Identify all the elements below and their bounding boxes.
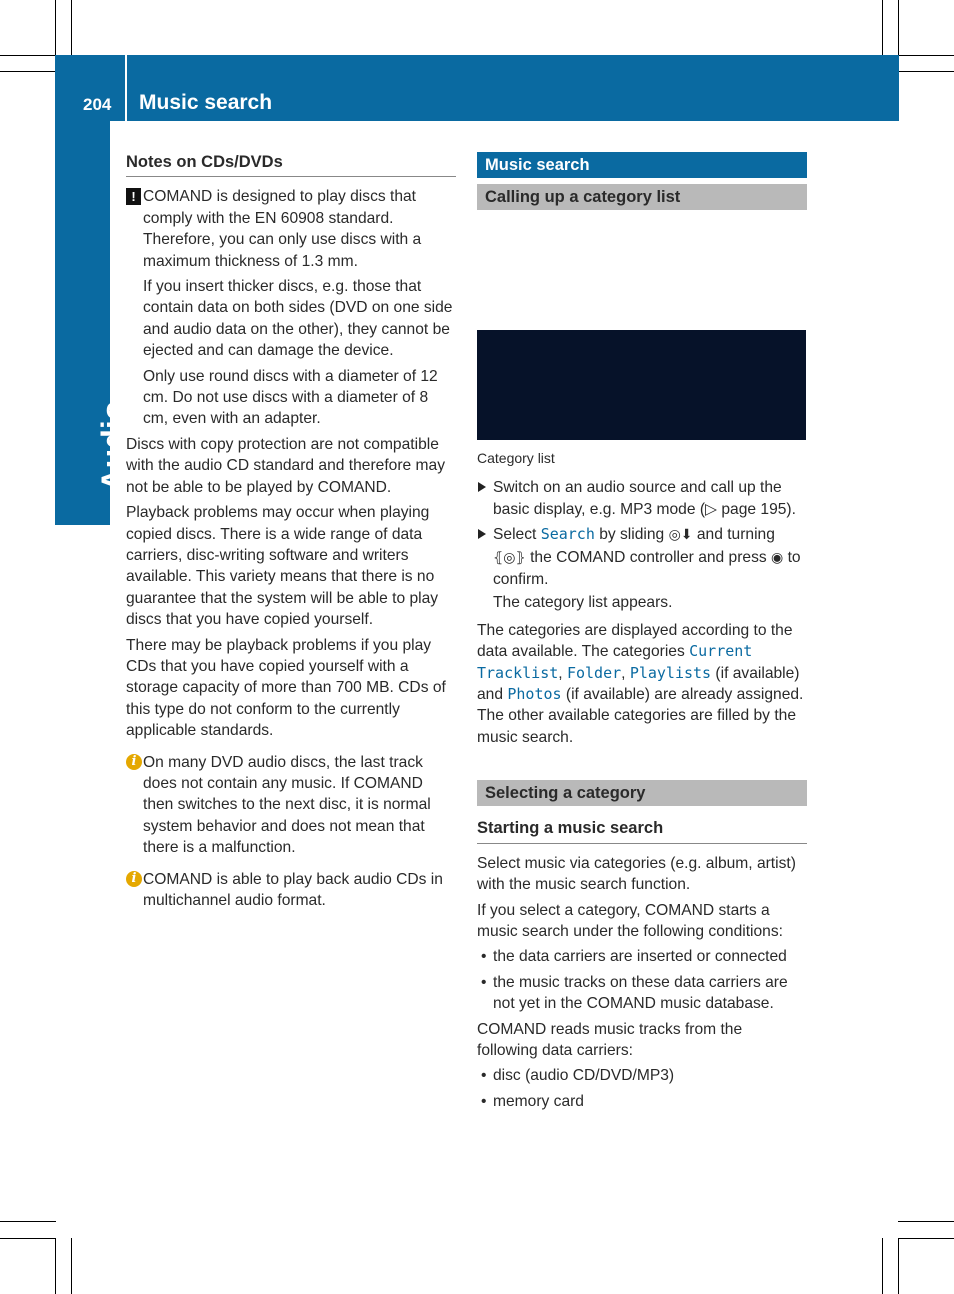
- crop-mark: [71, 0, 72, 56]
- list-item: • disc (audio CD/DVD/MP3): [481, 1067, 675, 1085]
- crop-mark: [0, 55, 56, 56]
- display-item-current-tracklist: Current Tracklist: [477, 642, 753, 682]
- subsection-bar-category-list: Calling up a category list: [477, 184, 807, 210]
- crop-mark: [898, 1238, 954, 1239]
- page-title: Music search: [139, 91, 273, 114]
- step-text: Select Search by sliding ◎⬇ and turning ⦃◎⦄ the COMAND controller and press ◉ to confirm.: [493, 525, 801, 589]
- right-column: [477, 152, 807, 1116]
- crop-mark: [898, 1221, 954, 1222]
- crop-mark: [882, 0, 883, 56]
- paragraph-categories: The categories are displayed according to the data available. The categories Current Tracklist, Folder, Playlists (if available) and Photos (if available) are already assigned. The other available categories are filled by the music search.: [477, 621, 804, 746]
- step-result: The category list appears.: [493, 594, 673, 612]
- list-item: • the data carriers are inserted or connected: [481, 948, 787, 966]
- paragraph: Select music via categories (e.g. album, artist) with the music search function.: [477, 854, 796, 894]
- controller-press-icon: ◉: [771, 549, 784, 566]
- instruction-step: [477, 524, 807, 614]
- left-column: [126, 152, 456, 915]
- paragraph: If you select a category, COMAND starts a music search under the following conditions:: [477, 901, 783, 940]
- controller-turn-icon: ⦃◎⦄: [493, 549, 526, 566]
- paragraph: Discs with copy protection are not compatible with the audio CD standard and therefore may not be able to be played by COMAND.: [126, 435, 445, 496]
- crop-mark: [898, 71, 954, 72]
- display-screenshot-image: [477, 330, 806, 440]
- info-note: [126, 869, 456, 912]
- heading-starting-music-search: Starting a music search: [477, 818, 807, 843]
- display-item-playlists: Playlists: [629, 663, 712, 682]
- paragraph: COMAND reads music tracks from the following data carriers:: [477, 1020, 743, 1059]
- list-item: • memory card: [481, 1092, 584, 1110]
- info-note: [126, 752, 456, 859]
- step-text: Switch on an audio source and call up the basic display, e.g. MP3 mode (▷ page 195).: [493, 479, 796, 518]
- page-header: [55, 55, 899, 121]
- subsection-bar-selecting-category: Selecting a category: [477, 780, 807, 806]
- crop-mark: [55, 0, 56, 56]
- step-arrow-icon: [478, 482, 486, 492]
- display-item-folder: Folder: [566, 663, 622, 682]
- warning-text-3: Only use round discs with a diameter of 12 cm. Do not use discs with a diameter of 8 cm, even with an adapter.: [143, 367, 438, 428]
- warning-icon: !: [126, 188, 141, 205]
- warning-text-1: COMAND is designed to play discs that comply with the EN 60908 standard. Therefore, you can only use discs with a maximum thickness of 1.3 mm.: [143, 188, 422, 270]
- crop-mark: [882, 1238, 883, 1294]
- crop-mark: [71, 1238, 72, 1294]
- crop-mark: [898, 55, 954, 56]
- crop-mark: [0, 1221, 56, 1222]
- section-heading-notes: Notes on CDs/DVDs: [126, 152, 456, 177]
- chapter-tab: [55, 121, 131, 525]
- instruction-step: [477, 477, 807, 520]
- crop-mark: [898, 0, 899, 56]
- info-icon: i: [126, 871, 142, 887]
- page-number: 204: [83, 95, 112, 114]
- list-item: • the music tracks on these data carriers are not yet in the COMAND music database.: [481, 973, 788, 1013]
- header-divider: [125, 55, 127, 121]
- step-arrow-icon: [478, 529, 486, 539]
- crop-mark: [55, 1238, 56, 1294]
- paragraph: There may be playback problems if you play CDs that you have copied yourself with a storage capacity of more than 700 MB. CDs of this type do not conform to the currently applicable standards.: [126, 636, 446, 740]
- info-text-2: COMAND is able to play back audio CDs in multichannel audio format.: [143, 870, 443, 909]
- crop-mark: [0, 1238, 56, 1239]
- info-text-1: On many DVD audio discs, the last track does not contain any music. If COMAND then switches to the next disc, it is normal system behavior and does not mean that there is a malfunction.: [143, 753, 431, 857]
- warning-text-2: If you insert thicker discs, e.g. those that contain data on both sides (DVD on one side and audio data on the other), they cannot be ejected and can damage the device.: [143, 278, 453, 360]
- category-list-screenshot: [477, 210, 807, 440]
- crop-mark: [898, 1238, 899, 1294]
- controller-slide-icon: ◎⬇: [668, 527, 693, 544]
- section-title-bar: Music search: [477, 152, 807, 178]
- warning-note: [126, 186, 456, 429]
- crop-mark: [0, 71, 56, 72]
- paragraph: Playback problems may occur when playing copied discs. There is a wide range of data carriers, disc-writing software and writers available. This variety means that there is no guarantee that the system will be able to play discs that you have copied yourself.: [126, 504, 439, 629]
- display-item-photos: Photos: [507, 685, 562, 704]
- display-item-search: Search: [540, 525, 595, 544]
- image-caption: Category list: [477, 450, 555, 466]
- info-icon: i: [126, 754, 142, 770]
- chapter-tab-label: Audio: [95, 400, 131, 492]
